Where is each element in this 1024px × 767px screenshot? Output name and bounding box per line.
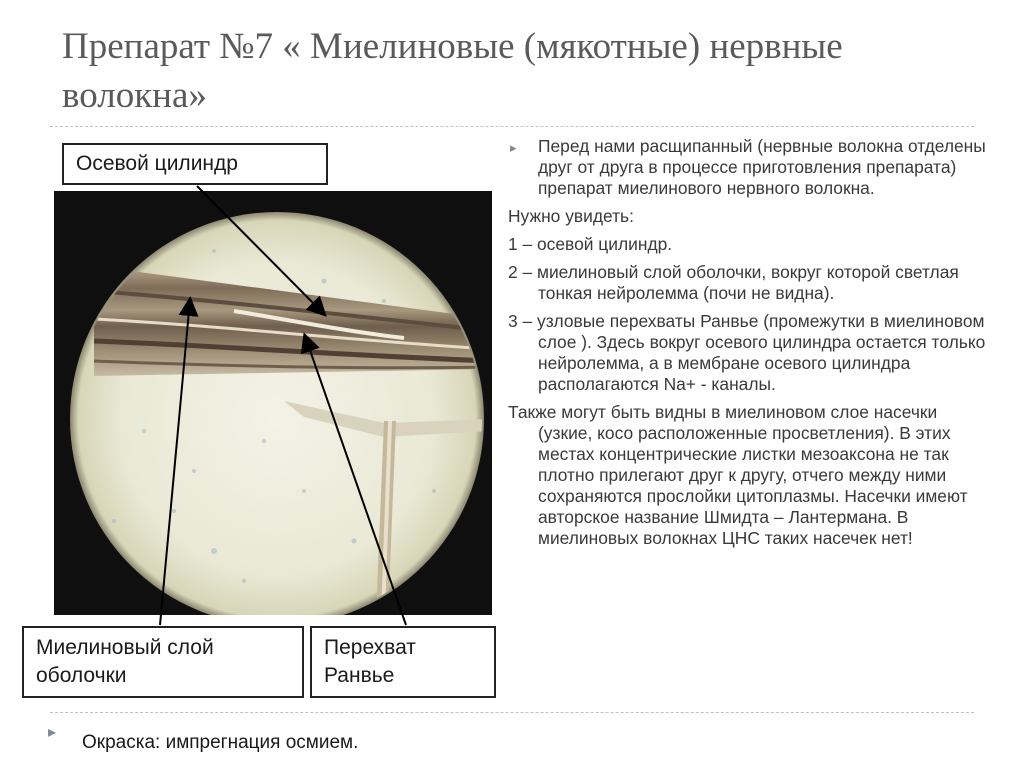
incisures-text: Также могут быть видны в миелиновом слое насечки (узкие, косо расположенные просветления). В этих местах концентрические листки мезоаксона не так плотно прилегают друг к другу, отчего между ними сохраняются прослойки цитоплазмы. Насечки имеют авторское название Шмидта – Лантермана. В миелиновых волокнах ЦНС таких насечек нет! [508,402,968,548]
intro-bullet [508,136,988,199]
myelin-layer-label [22,626,304,698]
item-3-text: 3 – узловые перехваты Ранвье (промежутки в миелиновом слое ). Здесь вокруг осевого цилиндра остается только нейролемма, а в мембране осевого цилиндра располагаются Na+ - каналы. [508,311,986,394]
bottom-divider [50,712,974,713]
description-text [508,136,988,556]
axial-cylinder-text: Осевой цилиндр [76,152,238,175]
bullet-arrow-icon: ▸ [510,140,517,155]
intro-text: Перед нами расщипанный (нервные волокна отделены друг от друга в процессе приготовления препарата) препарат миелинового нервного волокна. [538,136,986,198]
myelin-label-line1: Миелиновый слой [36,636,214,659]
ranvier-label-line2: Ранвье [324,664,395,687]
need-to-see-text: Нужно увидеть: [508,206,634,226]
item-1-text: 1 – осевой цилиндр. [508,234,673,254]
ranvier-label-line1: Перехват [324,636,416,659]
item-2-text: 2 – миелиновый слой оболочки, вокруг которой светлая тонкая нейролемма (почи не видна). [508,262,959,303]
footer-bullet-icon: ▸ [48,724,57,741]
slide-title: Препарат №7 « Миелиновые (мякотные) нервные волокна» [62,26,843,116]
myelin-label-line2: оболочки [36,664,127,687]
ranvier-node-label [310,626,496,698]
axial-cylinder-label [62,143,328,185]
staining-note: Окраска: импрегнация осмием. [82,732,359,753]
